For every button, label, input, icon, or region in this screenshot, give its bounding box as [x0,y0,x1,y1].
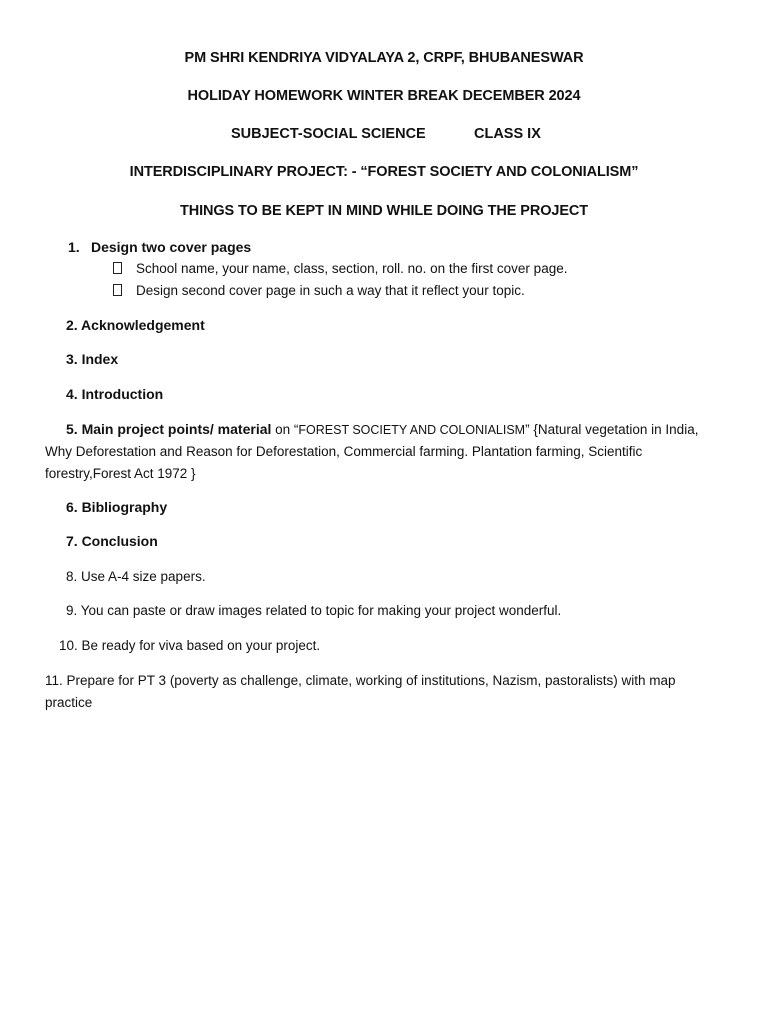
item-main-rest: ” {Natural vegetation in India, Why Deforestation and Reason for Deforestation, Commercial farming. Plantation farming, Scientific forestry,Forest Act 1972 } [45,422,699,481]
item-cover-number: 1. [68,239,80,255]
cover-bullet-2-text: Design second cover page in such a way that it reflect your topic. [136,283,525,298]
cover-bullet-2 [113,283,525,298]
item-index-text: 3. Index [66,351,119,367]
item-acknowledgement [66,317,205,333]
item-introduction-text: 4. Introduction [66,386,164,402]
subject-label: SUBJECT-SOCIAL SCIENCE [231,126,426,142]
item-index [66,351,118,367]
class-label: CLASS IX [474,126,541,142]
checkbox-bullet-icon [113,284,122,296]
item-paper-size: 8. Use A-4 size papers. [66,569,206,584]
cover-bullet-1 [113,261,567,276]
item-bibliography [66,499,167,515]
cover-bullet-1-text: School name, your name, class, section, roll. no. on the first cover page. [136,261,568,276]
checkbox-bullet-icon [113,262,122,274]
guidelines-title: THINGS TO BE KEPT IN MIND WHILE DOING THE PROJECT [179,203,589,219]
school-title: PM SHRI KENDRIYA VIDYALAYA 2, CRPF, BHUBANESWAR [184,50,584,66]
item-conclusion-text: 7. Conclusion [66,533,158,549]
project-title: INTERDISCIPLINARY PROJECT: - “FOREST SOCIETY AND COLONIALISM” [129,164,639,180]
item-cover-pages [68,239,251,255]
homework-title: HOLIDAY HOMEWORK WINTER BREAK DECEMBER 2024 [187,88,581,104]
item-main-project [45,418,715,485]
item-main-topic: FOREST SOCIETY AND COLONIALISM [298,423,526,437]
item-viva: 10. Be ready for viva based on your project. [59,638,321,653]
item-bibliography-text: 6. Bibliography [66,499,168,515]
item-conclusion [66,533,158,549]
item-main-on: on “ [271,422,299,437]
item-images: 9. You can paste or draw images related to topic for making your project wonderful. [66,603,562,618]
item-cover-title: Design two cover pages [90,239,252,255]
item-main-title: 5. Main project points/ material [66,421,272,437]
item-acknowledgement-text: 2. Acknowledgement [66,317,205,333]
item-introduction [66,386,163,402]
item-pt3: 11. Prepare for PT 3 (poverty as challenge, climate, working of institutions, Nazism, pastoralists) with map practice [45,673,676,710]
